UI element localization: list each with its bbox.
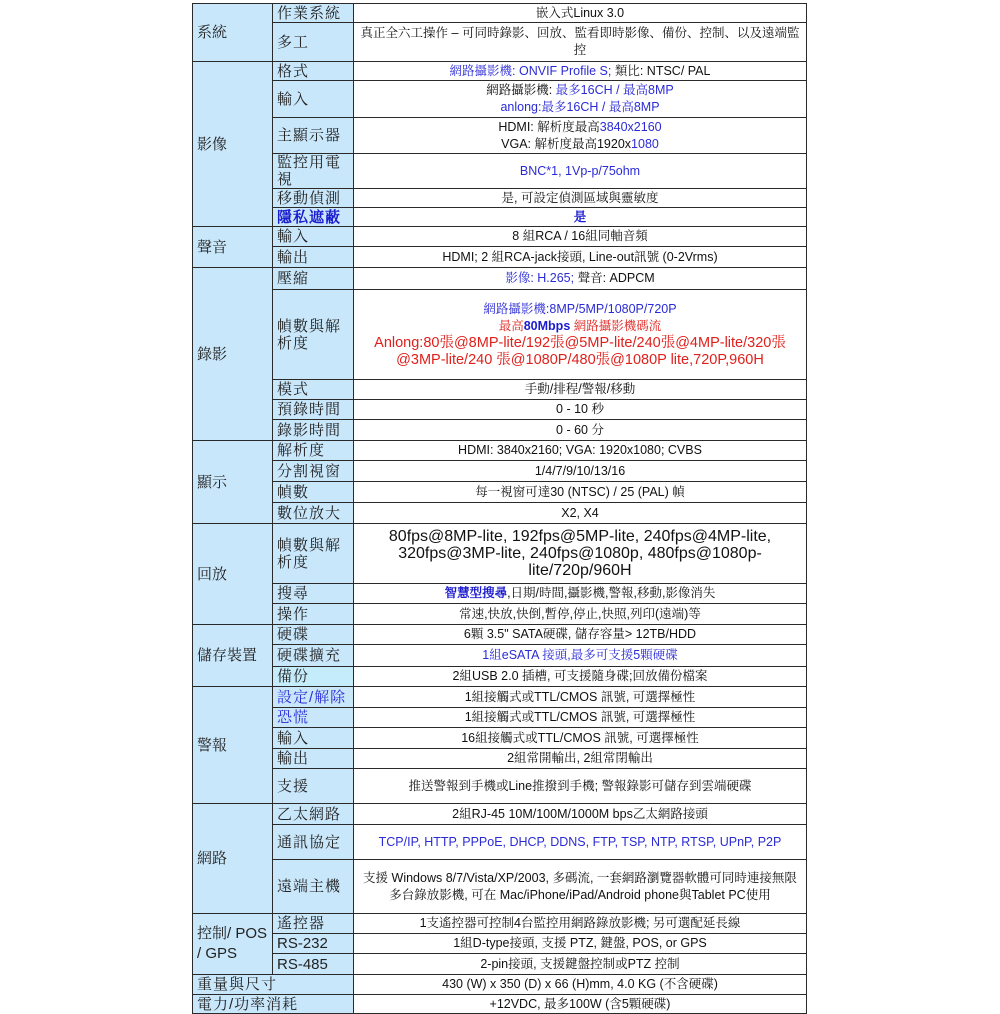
row-label: 硬碟擴充 <box>273 645 354 667</box>
row-value: 2組常開輸出, 2組常閉輸出 <box>354 749 807 769</box>
table-row <box>193 118 807 154</box>
table-row <box>193 81 807 118</box>
row-label: 恐慌 <box>273 708 354 728</box>
row-value: +12VDC, 最多100W (含5顆硬碟) <box>354 995 807 1014</box>
value-part: 影像: H.265; <box>505 271 575 285</box>
table-row <box>193 503 807 524</box>
row-value: 每一視窗可達30 (NTSC) / 25 (PAL) 幀 <box>354 482 807 503</box>
row-value: HDMI: 3840x2160; VGA: 1920x1080; CVBS <box>354 441 807 461</box>
row-label: RS-232 <box>273 934 354 954</box>
table-row <box>193 400 807 420</box>
row-value: 8 組RCA / 16組同軸音頻 <box>354 227 807 247</box>
row-label: 幀數 <box>273 482 354 503</box>
table-row <box>193 728 807 749</box>
value-part: 80Mbps <box>523 318 571 333</box>
row-label: 隱私遮蔽 <box>273 208 354 227</box>
table-row <box>193 954 807 975</box>
table-row <box>193 769 807 804</box>
row-value <box>354 584 807 604</box>
value-part: 最高 <box>498 318 524 333</box>
row-value: 2-pin接頭, 支援鍵盤控制或PTZ 控制 <box>354 954 807 975</box>
row-label: 操作 <box>273 604 354 625</box>
table-row <box>193 995 807 1014</box>
row-value: 常速,快放,快倒,暫停,停止,快照,列印(遠端)等 <box>354 604 807 625</box>
row-value: 6顆 3.5" SATA硬碟, 儲存容量> 12TB/HDD <box>354 625 807 645</box>
table-row <box>193 604 807 625</box>
value-part: 類比: NTSC/ PAL <box>611 63 711 78</box>
row-value: 手動/排程/警報/移動 <box>354 380 807 400</box>
row-label: 分割視窗 <box>273 461 354 482</box>
category-storage: 儲存裝置 <box>193 625 273 687</box>
category-display: 顯示 <box>193 441 273 524</box>
row-label: 幀數與解析度 <box>273 290 354 380</box>
row-label: 輸出 <box>273 749 354 769</box>
row-value: 是, 可設定偵測區域與靈敏度 <box>354 189 807 208</box>
value-part: VGA: 解析度最高1920x <box>501 136 632 151</box>
row-value <box>354 118 807 154</box>
table-row <box>193 645 807 667</box>
row-value: 1組D-type接頭, 支援 PTZ, 鍵盤, POS, or GPS <box>354 934 807 954</box>
row-label: 設定/解除 <box>273 687 354 708</box>
row-label: 多工 <box>273 23 354 62</box>
row-label: 數位放大 <box>273 503 354 524</box>
row-value: 0 - 10 秒 <box>354 400 807 420</box>
value-part: 網路攝影機碼流 <box>570 318 662 333</box>
table-row <box>193 62 807 81</box>
row-value: 1/4/7/9/10/13/16 <box>354 461 807 482</box>
table-row <box>193 154 807 189</box>
value-part: ,日期/時間,攝影機,警報,移動,影像消失 <box>507 586 716 600</box>
table-row <box>193 860 807 914</box>
row-value: 1組接觸式或TTL/CMOS 訊號, 可選擇極性 <box>354 687 807 708</box>
table-row <box>193 749 807 769</box>
table-row <box>193 708 807 728</box>
table-row <box>193 584 807 604</box>
row-label: 輸入 <box>273 728 354 749</box>
value-part: 聲音: ADPCM <box>574 271 655 285</box>
row-value: 16組接觸式或TTL/CMOS 訊號, 可選擇極性 <box>354 728 807 749</box>
row-value: TCP/IP, HTTP, PPPoE, DHCP, DDNS, FTP, TSP, NTP, RTSP, UPnP, P2P <box>354 825 807 860</box>
value-part: Anlong:80張@8MP-lite/192張@5MP-lite/240張@4MP-lite/320張@3MP-lite/240 張@1080P/480張@1080P lite,720P,960H <box>374 334 786 368</box>
table-row <box>193 975 807 995</box>
row-value <box>354 62 807 81</box>
row-label: 乙太網路 <box>273 804 354 825</box>
row-value: 支援 Windows 8/7/Vista/XP/2003, 多碼流, 一套網路瀏覽器軟體可同時連接無限多台錄放影機, 可在 Mac/iPhone/iPad/Android phone與Tablet PC使用 <box>354 860 807 914</box>
row-value: 1組接觸式或TTL/CMOS 訊號, 可選擇極性 <box>354 708 807 728</box>
row-value: HDMI; 2 組RCA-jack接頭, Line-out訊號 (0-2Vrms) <box>354 247 807 268</box>
row-label: 支援 <box>273 769 354 804</box>
row-value: 0 - 60 分 <box>354 420 807 441</box>
row-label: 幀數與解析度 <box>273 524 354 584</box>
category-playback: 回放 <box>193 524 273 625</box>
value-part: anlong:最多16CH / 最高8MP <box>500 100 660 114</box>
value-part: 智慧型搜尋 <box>444 586 508 600</box>
category-video: 影像 <box>193 62 273 227</box>
row-label: 壓縮 <box>273 268 354 290</box>
table-row <box>193 380 807 400</box>
row-value: BNC*1, 1Vp-p/75ohm <box>354 154 807 189</box>
row-value: 嵌入式Linux 3.0 <box>354 4 807 23</box>
row-value: 是 <box>354 208 807 227</box>
table-row <box>193 4 807 23</box>
row-label: 輸入 <box>273 81 354 118</box>
row-value: 2組USB 2.0 插槽, 可支援隨身碟;回放備份檔案 <box>354 667 807 687</box>
row-value: 1組eSATA 接頭,最多可支援5顆硬碟 <box>354 645 807 667</box>
row-label: 備份 <box>273 667 354 687</box>
category-system: 系統 <box>193 4 273 62</box>
row-label: 作業系統 <box>273 4 354 23</box>
category-alarm: 警報 <box>193 687 273 804</box>
row-label: 錄影時間 <box>273 420 354 441</box>
spec-table <box>192 3 807 1014</box>
row-label: RS-485 <box>273 954 354 975</box>
row-label: 遠端主機 <box>273 860 354 914</box>
table-row <box>193 461 807 482</box>
table-row <box>193 524 807 584</box>
table-row <box>193 687 807 708</box>
row-value <box>354 290 807 380</box>
row-label: 電力/功率消耗 <box>193 995 354 1014</box>
row-label: 主顯示器 <box>273 118 354 154</box>
table-row <box>193 441 807 461</box>
row-label: 輸出 <box>273 247 354 268</box>
value-part: 網路攝影機: ONVIF Profile S; <box>449 63 612 78</box>
table-row <box>193 189 807 208</box>
value-part: 1080 <box>631 136 659 151</box>
row-value: 80fps@8MP-lite, 192fps@5MP-lite, 240fps@4MP-lite, 320fps@3MP-lite, 240fps@1080p, 480fps@1080p-lite/720p/960H <box>354 524 807 584</box>
value-part: 網路攝影機: <box>486 83 556 97</box>
row-value: 真正全六工操作 – 可同時錄影、回放、監看即時影像、備份、控制、以及遠端監控 <box>354 23 807 62</box>
table-row <box>193 208 807 227</box>
row-value: 430 (W) x 350 (D) x 66 (H)mm, 4.0 KG (不含硬碟) <box>354 975 807 995</box>
row-label: 移動偵測 <box>273 189 354 208</box>
row-label: 搜尋 <box>273 584 354 604</box>
table-row <box>193 23 807 62</box>
row-label: 輸入 <box>273 227 354 247</box>
table-row <box>193 420 807 441</box>
row-label: 遙控器 <box>273 914 354 934</box>
row-label: 預錄時間 <box>273 400 354 420</box>
row-label: 硬碟 <box>273 625 354 645</box>
row-label: 解析度 <box>273 441 354 461</box>
row-value: 2組RJ-45 10M/100M/1000M bps乙太網路接頭 <box>354 804 807 825</box>
value-part: 3840x2160 <box>599 119 662 134</box>
table-row <box>193 290 807 380</box>
row-label: 格式 <box>273 62 354 81</box>
row-label: 通訊協定 <box>273 825 354 860</box>
table-row <box>193 914 807 934</box>
row-label: 模式 <box>273 380 354 400</box>
row-value: 推送警報到手機或Line推撥到手機; 警報錄影可儲存到雲端硬碟 <box>354 769 807 804</box>
row-label: 重量與尺寸 <box>193 975 354 995</box>
value-part: 最多16CH / 最高8MP <box>555 83 674 97</box>
category-network: 網路 <box>193 804 273 914</box>
table-row <box>193 247 807 268</box>
row-value <box>354 81 807 118</box>
value-part: 網路攝影機:8MP/5MP/1080P/720P <box>483 301 677 316</box>
row-value <box>354 268 807 290</box>
value-part: HDMI: 解析度最高 <box>498 119 600 134</box>
table-row <box>193 268 807 290</box>
table-row <box>193 804 807 825</box>
table-row <box>193 667 807 687</box>
category-recording: 錄影 <box>193 268 273 441</box>
row-label: 監控用電視 <box>273 154 354 189</box>
table-row <box>193 482 807 503</box>
table-row <box>193 227 807 247</box>
category-control-pos-gps: 控制/ POS / GPS <box>193 914 273 975</box>
row-value: X2, X4 <box>354 503 807 524</box>
table-row <box>193 934 807 954</box>
category-audio: 聲音 <box>193 227 273 268</box>
row-value: 1支遙控器可控制4台監控用網路錄放影機; 另可選配延長線 <box>354 914 807 934</box>
table-row <box>193 625 807 645</box>
table-row <box>193 825 807 860</box>
